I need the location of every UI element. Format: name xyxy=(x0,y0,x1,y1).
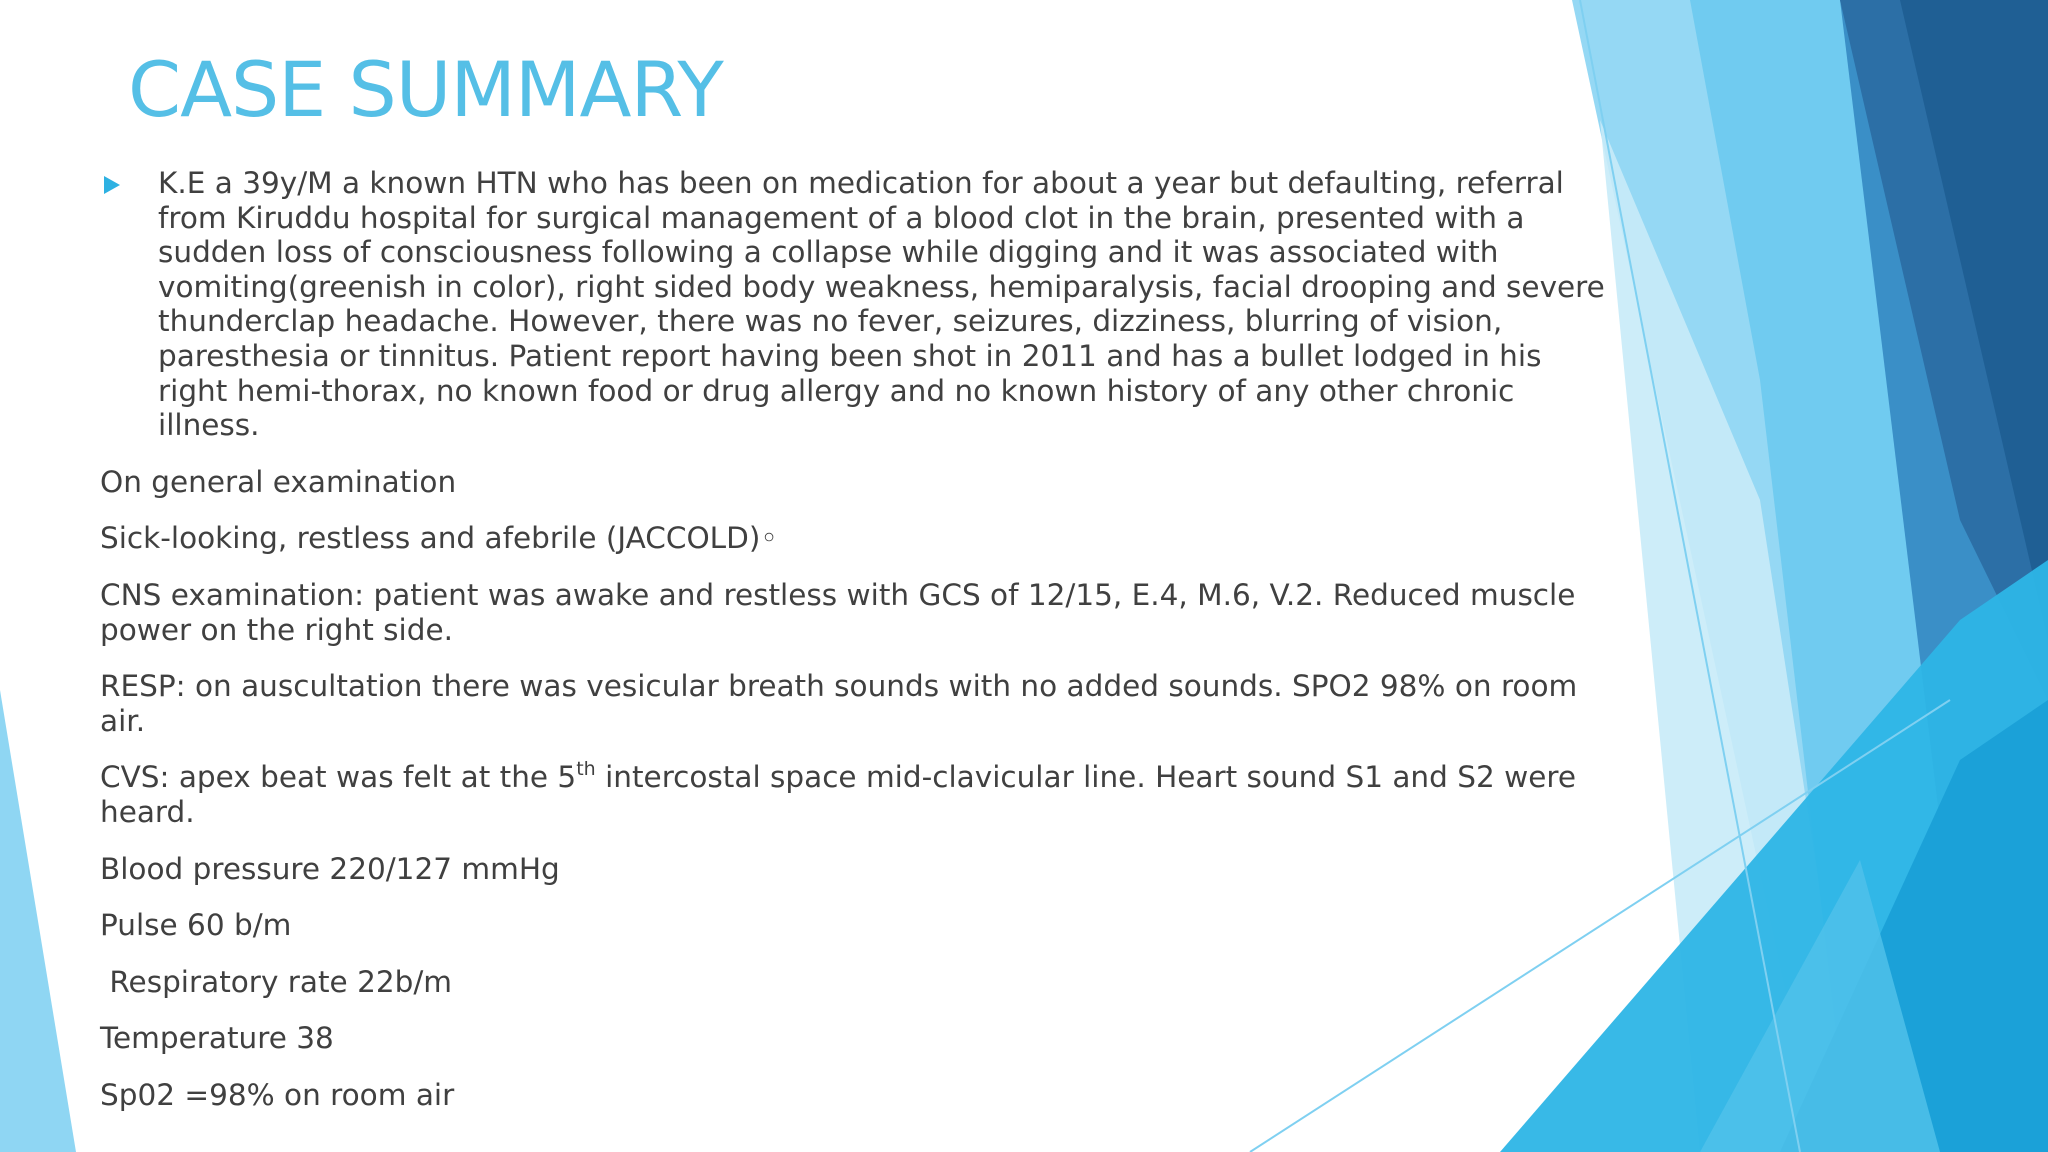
cvs-text-end: intercostal space mid-clavicular line. Heart sound S1 and S2 were heard. xyxy=(100,760,1577,829)
blood-pressure: Blood pressure 220/127 mmHg xyxy=(100,851,560,886)
pulse: Pulse 60 b/m xyxy=(100,908,292,943)
temperature: Temperature 38 xyxy=(100,1021,334,1056)
respiratory-rate: Respiratory rate 22b/m xyxy=(100,964,453,999)
resp-exam: RESP: on auscultation there was vesicular breath sounds with no added sounds. SPO2 98% on room air. xyxy=(100,669,1578,738)
cns-exam: CNS examination: patient was awake and restless with GCS of 12/15, E.4, M.6, V.2. Reduced muscle power on the right side. xyxy=(100,577,1576,647)
slide-body xyxy=(100,166,1620,1134)
triangle-right-icon xyxy=(104,176,120,194)
case-history-bullet xyxy=(100,166,1620,443)
cvs-superscript: th xyxy=(576,758,596,781)
case-history-text: K.E a 39y/M a known HTN who has been on medication for about a year but defaulting, referral from Kiruddu hospital for surgical management of a blood clot in the brain, presented with a sudden loss of consciousness following a collapse while digging and it was associated with vomiting(greenish in color), right sided body weakness, hemiparalysis, facial drooping and severe thunderclap headache. However, there was no fever, seizures, dizziness, blurring of vision, paresthesia or tinnitus. Patient report having been shot in 2011 and has a bullet lodged in his right hemi-thorax, no known food or drug allergy and no known history of any other chronic illness. xyxy=(158,166,1605,443)
general-exam-heading: On general examination xyxy=(100,464,457,499)
left-edge-shape xyxy=(0,690,76,1152)
general-appearance: Sick-looking, restless and afebrile (JACCOLD)◦ xyxy=(100,521,778,556)
cvs-exam xyxy=(100,760,1620,829)
slide-title: CASE SUMMARY xyxy=(128,45,723,134)
spo2: Sp02 =98% on room air xyxy=(100,1077,455,1112)
cvs-text-start: CVS: apex beat was felt at the 5 xyxy=(100,760,577,795)
